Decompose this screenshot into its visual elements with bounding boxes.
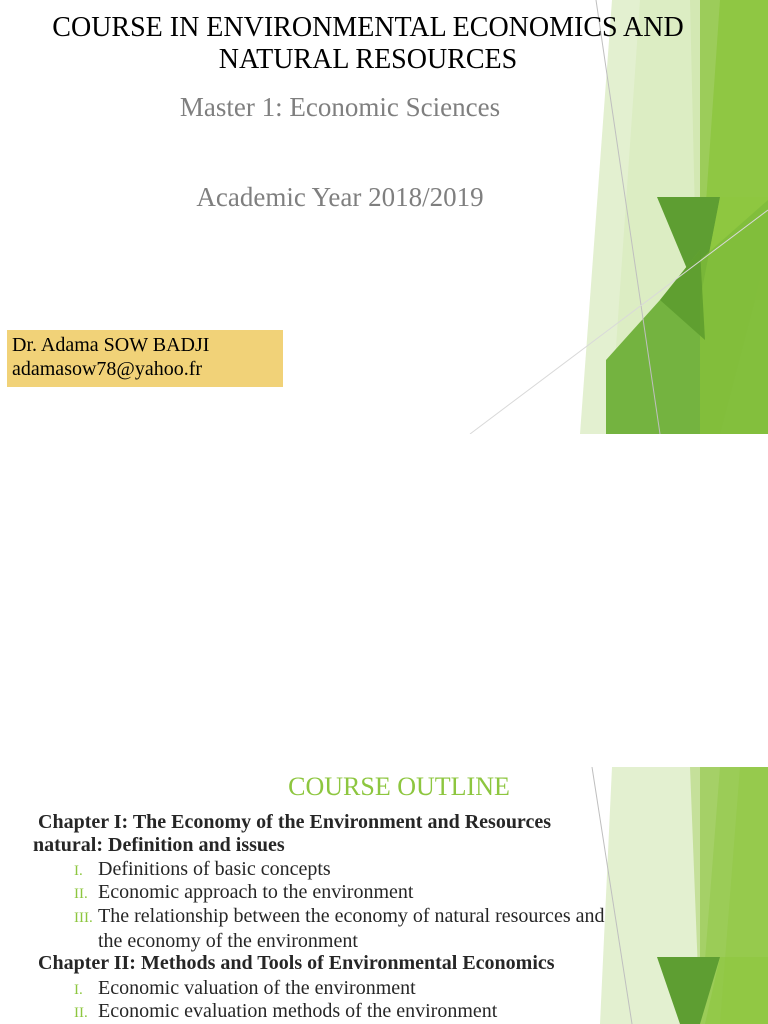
course-title-line1: COURSE IN ENVIRONMENTAL ECONOMICS AND [52, 12, 684, 43]
item-text: The relationship between the economy of natural resources and [98, 905, 605, 927]
item-text-continued: the economy of the environment [98, 930, 358, 952]
title-slide [0, 0, 768, 434]
course-title [0, 12, 736, 76]
outline-title: COURSE OUTLINE [288, 772, 510, 801]
course-title-line2: NATURAL RESOURCES [218, 44, 518, 75]
item-text: Economic valuation of the environment [98, 977, 416, 999]
list-item [74, 881, 694, 906]
roman-numeral: I. [74, 863, 83, 879]
list-item [74, 858, 694, 883]
list-item [74, 1000, 694, 1024]
roman-numeral: II. [74, 886, 88, 902]
author-email: adamasow78@yahoo.fr [12, 358, 203, 380]
author-name: Dr. Adama SOW BADJI [12, 334, 210, 356]
author-box [7, 330, 283, 387]
roman-numeral: I. [74, 982, 83, 998]
chapter-1-line1: Chapter I: The Economy of the Environment and Resources [38, 811, 551, 833]
chapter-2-heading [38, 952, 555, 975]
roman-numeral: III. [74, 910, 93, 926]
list-item [74, 905, 694, 953]
chapter-2-line1: Chapter II: Methods and Tools of Environmental Economics [38, 952, 555, 974]
item-text: Definitions of basic concepts [98, 858, 331, 880]
chapter-1-line2: natural: Definition and issues [33, 834, 285, 856]
list-item [74, 977, 694, 1002]
academic-year: Academic Year 2018/2019 [196, 182, 484, 212]
item-text: Economic approach to the environment [98, 881, 414, 903]
roman-numeral: II. [74, 1005, 88, 1021]
chapter-1-heading [33, 811, 551, 857]
item-text: Economic evaluation methods of the environment [98, 1000, 498, 1022]
program-subtitle: Master 1: Economic Sciences [179, 92, 501, 122]
outline-slide [0, 767, 768, 1024]
